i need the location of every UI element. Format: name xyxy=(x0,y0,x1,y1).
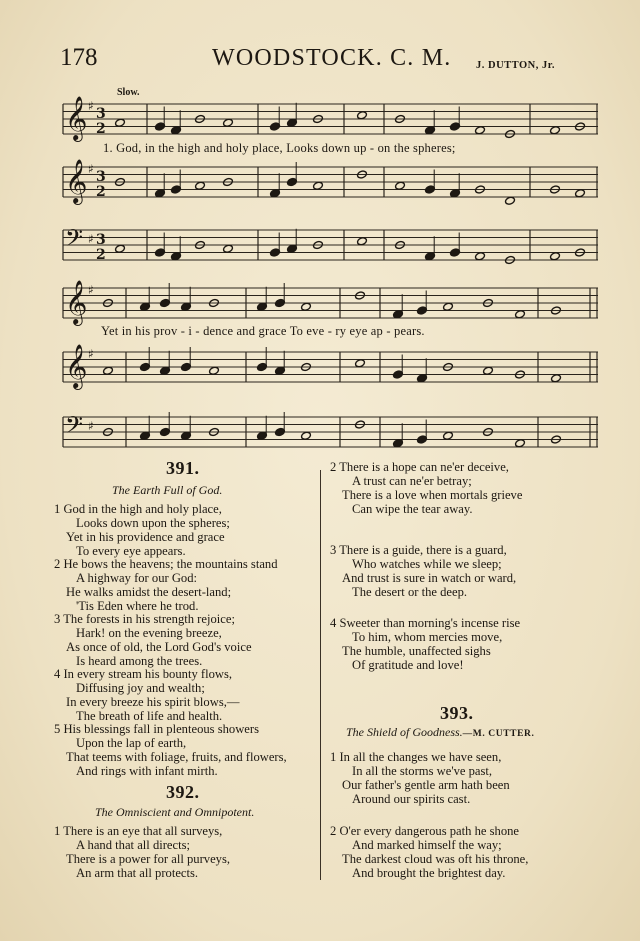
time-signature-bottom: 2 xyxy=(96,121,106,137)
stanza-line: The desert or the deep. xyxy=(352,585,468,600)
note-head xyxy=(443,302,454,311)
hymn-number-392: 392. xyxy=(166,782,200,802)
stanza xyxy=(330,824,528,880)
stanza-line: A hand that all directs; xyxy=(76,838,191,853)
note-head xyxy=(223,244,234,253)
stanza-line: Upon the lap of earth, xyxy=(76,736,187,751)
stanza-line: A highway for our God: xyxy=(76,571,198,586)
stanza xyxy=(54,502,230,558)
treble-clef-icon: 𝄞 xyxy=(65,280,88,324)
stanza-line: As once of old, the Lord God's voice xyxy=(66,640,252,655)
stanza-line: Who watches while we sleep; xyxy=(352,557,502,572)
tune-title: WOODSTOCK. C. M. xyxy=(212,45,452,71)
time-signature-bottom: 2 xyxy=(96,247,106,263)
hymn-number-391: 391. xyxy=(166,458,200,478)
stanza-line: 3 There is a guide, there is a guard, xyxy=(330,543,507,557)
stanza-line: 2 There is a hope can ne'er deceive, xyxy=(330,460,509,474)
sharp-icon: ♯ xyxy=(88,419,94,433)
lyrics-line-1: 1. God, in the high and holy place, Looks down up - on the spheres; xyxy=(103,141,456,155)
stanza-line: In every breeze his spirit blows,— xyxy=(66,695,240,710)
note-head xyxy=(443,431,454,440)
stanza-line: And trust is sure in watch or ward, xyxy=(342,571,517,586)
stanza-line: The humble, unaffected sighs xyxy=(342,644,491,659)
lyrics-line-2: Yet in his prov - i - dence and grace To eve - ry eye ap - pears. xyxy=(101,324,425,338)
stanza-line: And marked himself the way; xyxy=(352,838,502,853)
note-head xyxy=(551,374,562,383)
bass-clef-icon: 𝄢 xyxy=(65,411,84,444)
note-head xyxy=(357,111,368,120)
stanza-line: 5 His blessings fall in plenteous showers xyxy=(54,722,259,736)
stanza-line: Our father's gentle arm hath been xyxy=(342,778,510,793)
stanza-line: Around our spirits cast. xyxy=(352,792,471,807)
stanza-line: A trust can ne'er betray; xyxy=(352,474,472,489)
note-head xyxy=(395,181,406,190)
stanza-line: The darkest cloud was oft his throne, xyxy=(342,852,529,867)
note-head xyxy=(475,252,486,261)
stanza-line: An arm that all protects. xyxy=(76,866,199,881)
note-head xyxy=(355,359,366,368)
stanza-line: Can wipe the tear away. xyxy=(352,502,473,517)
note-head xyxy=(115,118,126,127)
note-head xyxy=(550,252,561,261)
stanza xyxy=(330,543,516,599)
stanza-line: That teems with foliage, fruits, and flowers, xyxy=(66,750,287,765)
stanza xyxy=(330,750,510,806)
stanza xyxy=(330,460,522,516)
sharp-icon: ♯ xyxy=(88,283,94,297)
note-head xyxy=(515,310,526,319)
stanza-line: Yet in his providence and grace xyxy=(66,530,225,545)
clefs xyxy=(65,96,106,444)
stanza xyxy=(330,616,520,672)
sharp-icon: ♯ xyxy=(88,232,94,246)
stanza xyxy=(54,722,287,778)
note-head xyxy=(483,366,494,375)
note-head xyxy=(195,181,206,190)
stanza-line: Looks down upon the spheres; xyxy=(76,516,230,531)
hymn-subtitle-393-text: The Shield of Goodness. xyxy=(346,725,463,739)
stanza-line: 'Tis Eden where he trod. xyxy=(76,599,199,614)
note-head xyxy=(505,196,516,205)
stanza-line: 1 In all the changes we have seen, xyxy=(330,750,502,764)
time-signature-bottom: 2 xyxy=(96,184,106,200)
stanza-line: And brought the brightest day. xyxy=(352,866,506,881)
stanza-line: There is a power for all purveys, xyxy=(66,852,231,867)
stanza xyxy=(54,557,278,613)
hymn-number-393: 393. xyxy=(440,703,474,723)
note-head xyxy=(575,189,586,198)
note-head xyxy=(301,302,312,311)
note-head xyxy=(515,439,526,448)
stanza-line: 1 There is an eye that all surveys, xyxy=(54,824,223,838)
treble-clef-icon: 𝄞 xyxy=(65,96,88,140)
stanza-line: 2 He bows the heavens; the mountains stand xyxy=(54,557,278,571)
stanza-line: In all the storms we've past, xyxy=(352,764,493,779)
stanza-line: 1 God in the high and holy place, xyxy=(54,502,222,516)
stanza-line: 4 Sweeter than morning's incense rise xyxy=(330,616,521,630)
stanza xyxy=(54,667,239,723)
stanza-line: Is heard among the trees. xyxy=(76,654,203,669)
stanza-line: 2 O'er every dangerous path he shone xyxy=(330,824,520,838)
note-head xyxy=(209,366,220,375)
stanza-line: 3 The forests in his strength rejoice; xyxy=(54,612,235,626)
hymn-author-393: —M. CUTTER. xyxy=(462,729,535,739)
page-number: 178 xyxy=(60,44,98,71)
note-head xyxy=(115,244,126,253)
time-signature-top: 3 xyxy=(96,106,106,122)
sharp-icon: ♯ xyxy=(88,99,94,113)
stanza-line: The breath of life and health. xyxy=(76,709,223,724)
note-head xyxy=(103,366,114,375)
note-head xyxy=(313,181,324,190)
note-head xyxy=(223,118,234,127)
stanza-line: He walks amidst the desert-land; xyxy=(66,585,232,600)
note-head xyxy=(475,126,486,135)
stanza-line: Of gratitude and love! xyxy=(352,658,464,673)
stanza xyxy=(54,824,230,880)
note-head xyxy=(357,237,368,246)
hymn-subtitle-391: The Earth Full of God. xyxy=(112,483,223,497)
stanza-line: And rings with infant mirth. xyxy=(76,764,218,779)
sharp-icon: ♯ xyxy=(88,347,94,361)
column-divider xyxy=(320,470,321,880)
time-signature-top: 3 xyxy=(96,169,106,185)
hymn-subtitle-393 xyxy=(346,725,534,740)
treble-clef-icon: 𝄞 xyxy=(65,159,88,203)
stanza-line: Diffusing joy and wealth; xyxy=(76,681,205,696)
composer: J. DUTTON, Jr. xyxy=(476,60,556,71)
music-score xyxy=(0,0,640,460)
time-signature-top: 3 xyxy=(96,232,106,248)
bass-clef-icon: 𝄢 xyxy=(65,224,84,257)
stanza-line: To every eye appears. xyxy=(76,544,186,559)
note-head xyxy=(301,431,312,440)
stanza-line: To him, whom mercies move, xyxy=(352,630,503,645)
stanza-line: Hark! on the evening breeze, xyxy=(76,626,222,641)
hymn-subtitle-392: The Omniscient and Omnipotent. xyxy=(95,805,255,819)
treble-clef-icon: 𝄞 xyxy=(65,344,88,388)
note-head xyxy=(550,126,561,135)
stanza xyxy=(54,612,252,668)
stanza-line: 4 In every stream his bounty flows, xyxy=(54,667,233,681)
tempo-marking: Slow. xyxy=(117,87,140,98)
stanza-line: There is a love when mortals grieve xyxy=(342,488,523,503)
sharp-icon: ♯ xyxy=(88,162,94,176)
